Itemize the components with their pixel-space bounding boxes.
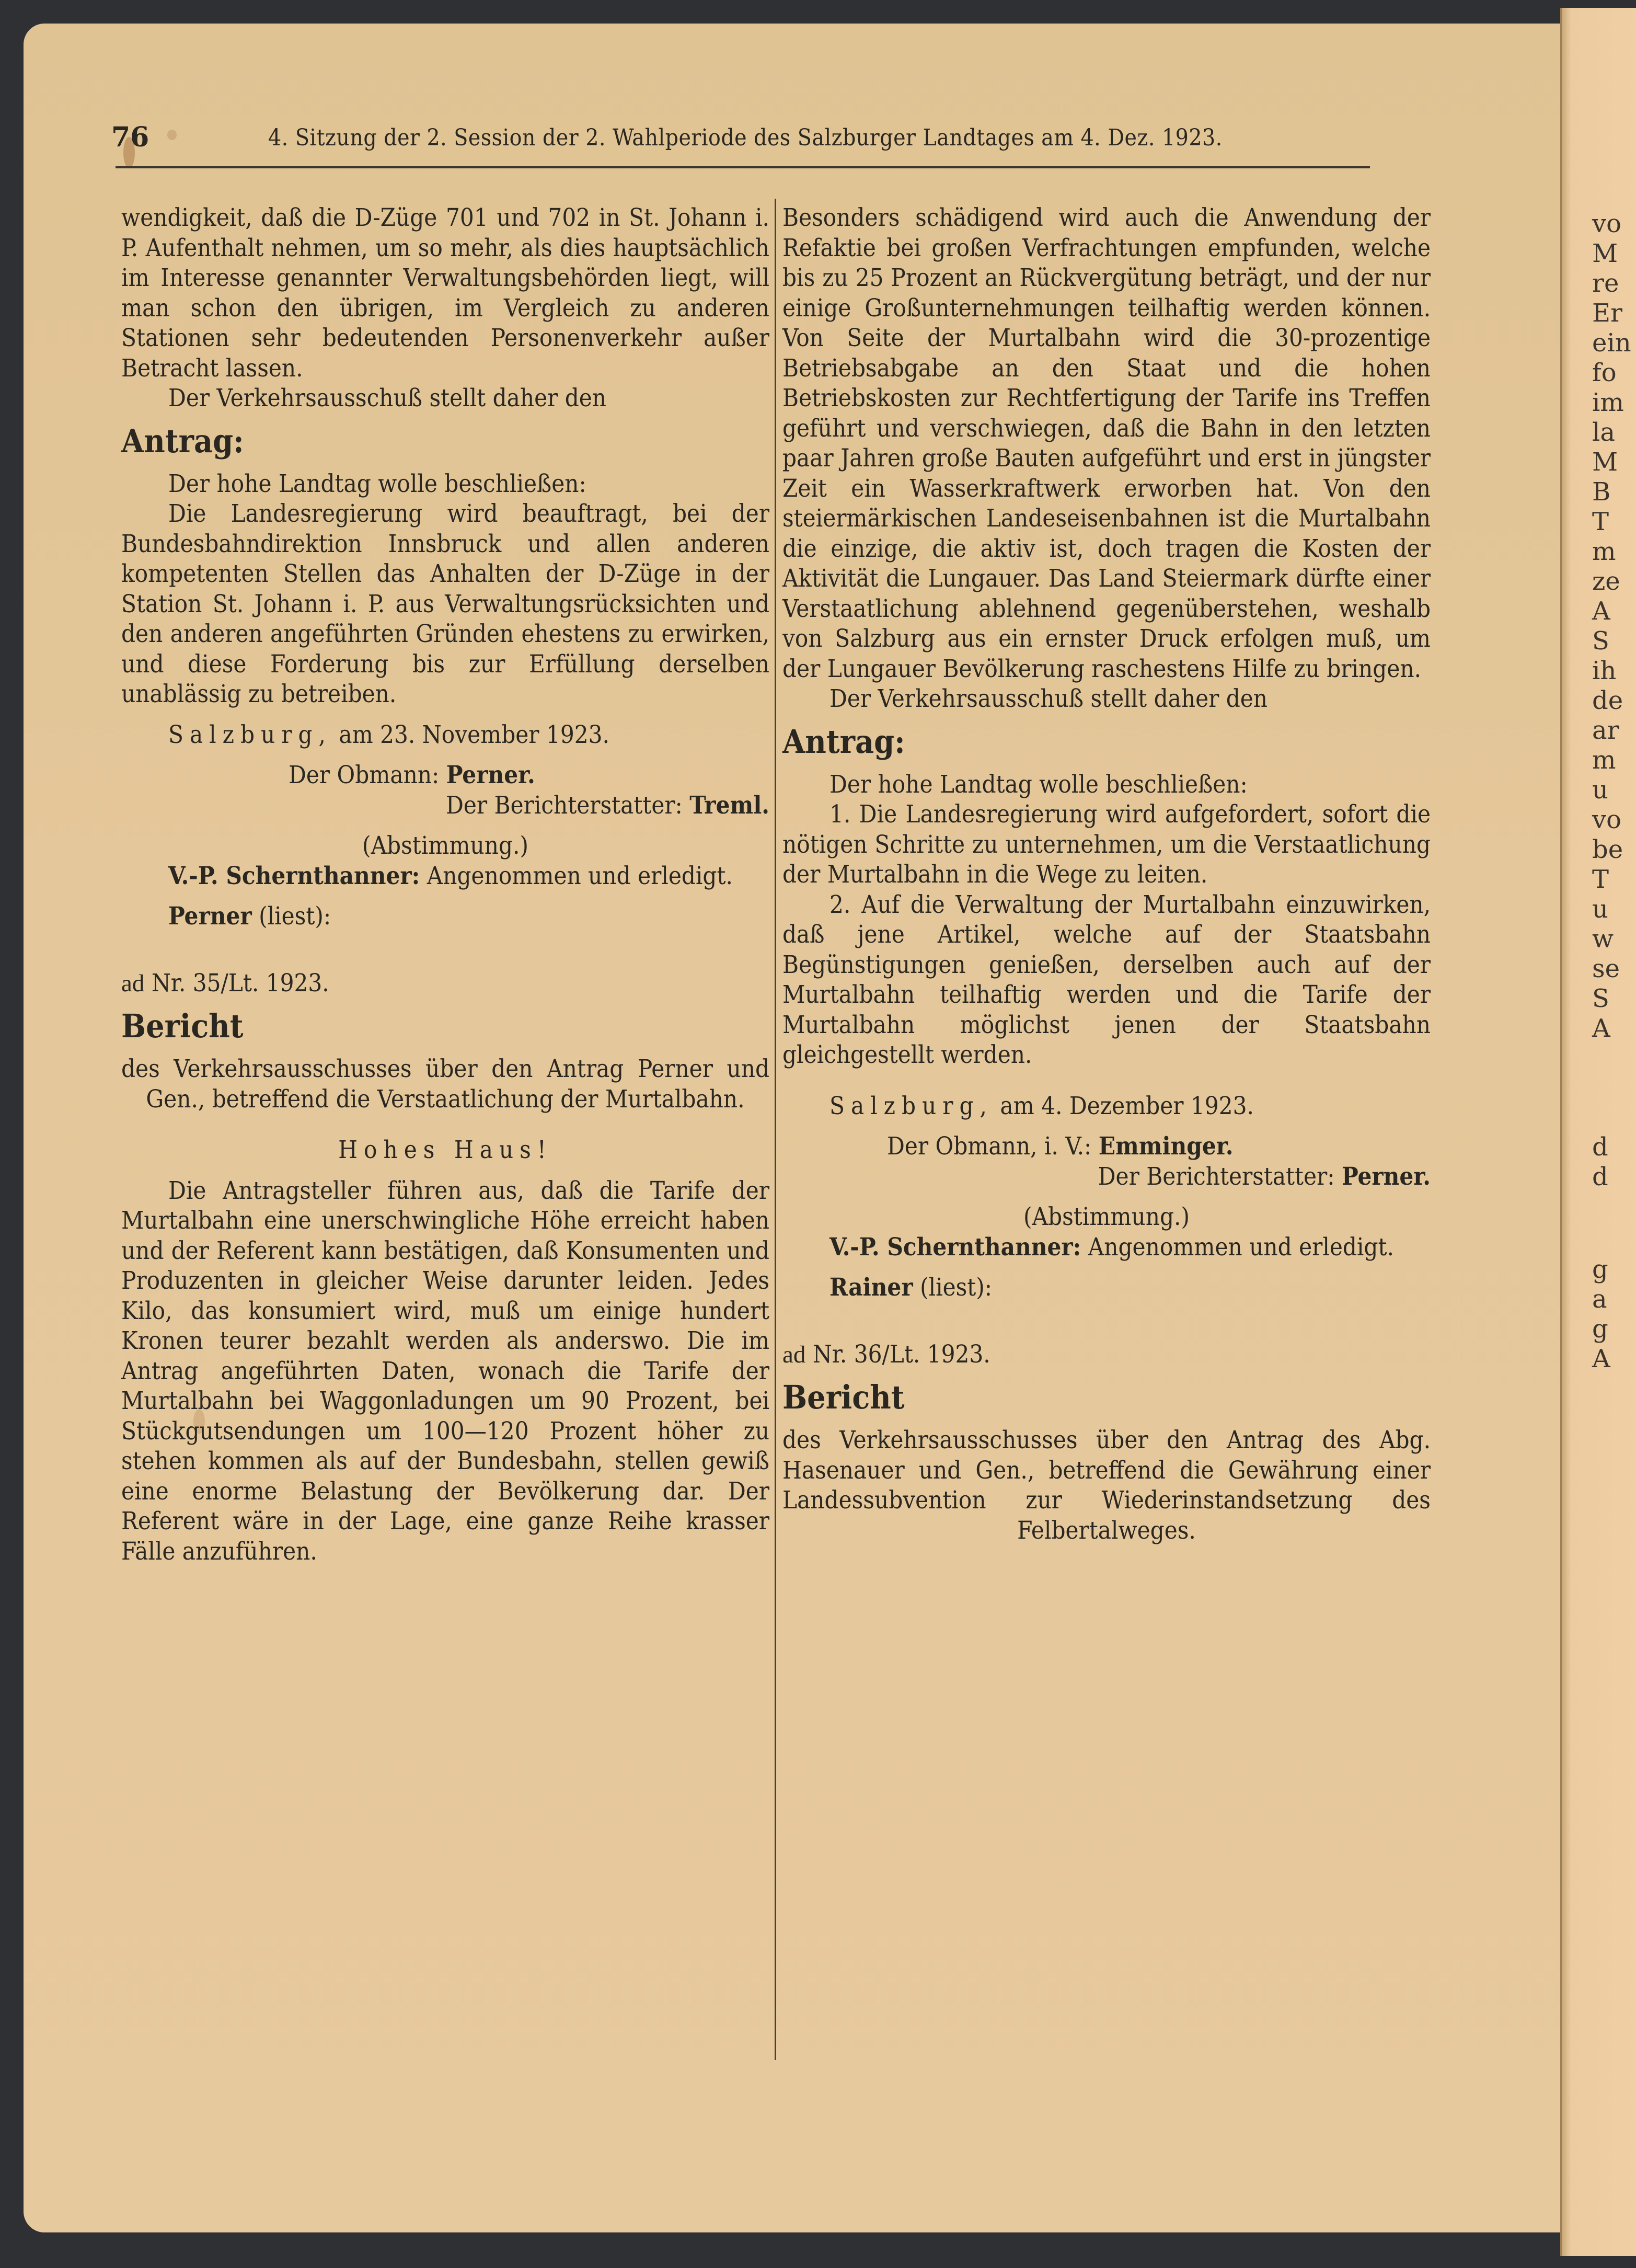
section-heading-bericht: Bericht xyxy=(782,1378,905,1416)
adjacent-page-text-fragment: u xyxy=(1592,775,1608,805)
reader-text: (liest): xyxy=(259,902,331,931)
ref-prefix: ad xyxy=(121,969,145,997)
vote-result xyxy=(121,861,769,891)
reporter-label: Der Berichterstatter: xyxy=(445,791,683,820)
date: am 23. November 1923. xyxy=(339,720,609,749)
page-number: 76 xyxy=(111,121,149,153)
left-column xyxy=(121,203,769,1566)
adjacent-page-text-fragment: d xyxy=(1592,1162,1608,1192)
resolution-intro: Der hohe Landtag wolle beschließen: xyxy=(829,770,1248,799)
date: am 4. Dezember 1923. xyxy=(1000,1091,1254,1120)
chair-name: Perner. xyxy=(446,761,535,789)
reader-line xyxy=(121,901,769,932)
adjacent-page-text-fragment: S xyxy=(1592,984,1609,1013)
adjacent-page-text-fragment: ze xyxy=(1592,567,1620,596)
chair-label: Der Obmann, i. V.: xyxy=(887,1132,1092,1161)
adjacent-page-text-fragment: M xyxy=(1592,448,1618,477)
reporter-name: Perner. xyxy=(1341,1162,1431,1191)
paragraph: Besonders schädigend wird auch die Anwendung der Refaktie bei großen Verfrachtungen empfunden, welche bis zu 25 Prozent an Rückvergütung beträgt, und der nur einige Großunternehmungen teilhaftig werden können. Von Seite der Murtalbahn wird die 30-prozentige Betriebsabgabe an den Staat und die hohen Betriebskosten zur Rechtfertigung der Tarife ins Treffen geführt und verschwiegen, daß die Bahn in den letzten paar Jahren große Bauten aufgeführt und erst in jüngster Zeit ein Wasserkraftwerk erworben hat. Von den steiermärkischen Landeseisenbahnen ist die Murtalbahn die einzige, die aktiv ist, doch tragen die Kosten der Aktivität die Lungauer. Das Land Steiermark dürfte einer Verstaatlichung ablehnend gegenüberstehen, weshalb von Salzburg aus ein ernster Druck erfolgen muß, um der Lungauer Bevölkerung raschestens Hilfe zu bringen. xyxy=(782,203,1431,683)
vote-note: (Abstimmung.) xyxy=(1023,1202,1190,1231)
motion-item-1: 1. Die Landesregierung wird aufgefordert, sofort die nötigen Schritte zu unternehmen, um die Verstaatlichung der Murtalbahn in die Wege zu leiten. xyxy=(782,800,1431,889)
vote-note: (Abstimmung.) xyxy=(362,831,528,860)
adjacent-page-text-fragment: fo xyxy=(1592,358,1617,387)
report-subject: des Verkehrsausschusses über den Antrag des Abg. Hasenauer und Gen., betreffend die Gewährung einer Landessubvention zur Wiederinstandsetzung des Felbertalweges. xyxy=(782,1426,1431,1545)
ref-number: Nr. 35/Lt. 1923. xyxy=(151,968,329,998)
adjacent-page-text-fragment: be xyxy=(1592,835,1623,864)
ref-prefix: ad xyxy=(782,1341,806,1368)
reader-line xyxy=(782,1273,1431,1303)
chair-signature xyxy=(782,1131,1431,1162)
adjacent-page-text-fragment: ih xyxy=(1592,656,1617,685)
speaker-text: Angenommen und erledigt. xyxy=(427,861,733,890)
page-header xyxy=(111,121,1345,158)
adjacent-page-text-fragment: Er xyxy=(1592,299,1622,328)
vote-result xyxy=(782,1232,1431,1263)
adjacent-page-text-fragment: se xyxy=(1592,954,1620,983)
adjacent-page-text-fragment: vo xyxy=(1592,209,1622,238)
reporter-name: Treml. xyxy=(689,791,769,820)
resolution-intro: Der hohe Landtag wolle beschließen: xyxy=(168,469,586,498)
adjacent-page-text-fragment: B xyxy=(1592,477,1611,507)
adjacent-page-text-fragment: T xyxy=(1592,865,1609,894)
place-date xyxy=(782,1091,1431,1121)
place: Salzburg, xyxy=(829,1091,993,1120)
section-heading-bericht: Bericht xyxy=(121,1007,244,1045)
adjacent-page-text-fragment: m xyxy=(1592,537,1616,566)
ref-number: Nr. 36/Lt. 1923. xyxy=(812,1339,990,1369)
adjacent-page-text-fragment: la xyxy=(1592,418,1615,447)
paragraph: Der Verkehrsausschuß stellt daher den xyxy=(168,384,607,413)
adjacent-page-text-fragment: S xyxy=(1592,626,1609,656)
adjacent-page-edge xyxy=(1560,8,1636,2256)
reader-name: Rainer xyxy=(829,1273,913,1302)
adjacent-page-text-fragment: de xyxy=(1592,686,1623,715)
adjacent-page-text-fragment: g xyxy=(1592,1314,1608,1344)
chair-signature xyxy=(121,760,769,791)
reader-name: Perner xyxy=(168,902,252,931)
adjacent-page-text-fragment: d xyxy=(1592,1132,1608,1162)
motion-item-2: 2. Auf die Verwaltung der Murtalbahn einzuwirken, daß jene Artikel, welche auf der Staatsbahn Begünstigungen genießen, derselben auch auf der Murtalbahn teilhaftig werden und die Tarife der Murtalbahn möglichst jenen der Staatsbahn gleichgestellt werden. xyxy=(782,890,1431,1069)
chair-label: Der Obmann: xyxy=(289,761,440,789)
reporter-label: Der Berichterstatter: xyxy=(1098,1162,1335,1191)
adjacent-page-text-fragment: a xyxy=(1592,1285,1607,1314)
adjacent-page-text-fragment: M xyxy=(1592,239,1618,268)
adjacent-page-text-fragment: u xyxy=(1592,895,1608,924)
adjacent-page-text-fragment: w xyxy=(1592,924,1614,954)
document-reference xyxy=(782,1339,1431,1370)
place-date xyxy=(121,720,769,750)
adjacent-page-text-fragment: A xyxy=(1592,1014,1610,1043)
chair-name: Emminger. xyxy=(1098,1132,1234,1161)
section-heading-antrag: Antrag: xyxy=(121,421,244,460)
reporter-signature xyxy=(782,1162,1431,1192)
adjacent-page-text-fragment: A xyxy=(1592,1344,1610,1373)
speaker-name: V.-P. Schernthanner: xyxy=(829,1232,1081,1262)
report-subject: des Verkehrsausschusses über den Antrag Perner und Gen., betreffend die Verstaatlichung der Murtalbahn. xyxy=(121,1055,769,1114)
motion-text: Die Landesregierung wird beauftragt, bei der Bundesbahndirektion Innsbruck und allen anderen kompetenten Stellen das Anhalten der D-Züge in der Station St. Johann i. P. aus Verwaltungsrücksichten und den anderen angeführten Gründen ehestens zu erwirken, und diese Forderung bis zur Erfüllung derselben unablässig zu betreiben. xyxy=(121,499,769,708)
paragraph: wendigkeit, daß die D-Züge 701 und 702 in St. Johann i. P. Aufenthalt nehmen, um so mehr, als dies hauptsächlich im Interesse genannter Verwaltungsbehörden liegt, will man schon den übrigen, im Vergleich zu anderen Stationen sehr bedeutenden Personenverkehr außer Betracht lassen. xyxy=(121,203,769,383)
adjacent-page-text-fragment: ein xyxy=(1592,328,1631,358)
document-reference xyxy=(121,968,769,999)
adjacent-page-text-fragment: A xyxy=(1592,597,1610,626)
adjacent-page-text-fragment: im xyxy=(1592,388,1624,417)
header-rule xyxy=(116,166,1370,168)
adjacent-page-text-fragment: m xyxy=(1592,746,1616,775)
running-head: 4. Sitzung der 2. Session der 2. Wahlperiode des Salzburger Landtages am 4. Dez. 1923. xyxy=(268,124,1223,151)
adjacent-page-text-fragment: T xyxy=(1592,507,1609,536)
reporter-signature xyxy=(121,791,769,821)
adjacent-page-text-fragment: ar xyxy=(1592,716,1619,745)
adjacent-page-text-fragment: g xyxy=(1592,1255,1608,1284)
column-divider xyxy=(775,199,776,2060)
place: Salzburg, xyxy=(168,720,332,749)
report-body: Die Antragsteller führen aus, daß die Tarife der Murtalbahn eine unerschwingliche Höhe erreicht haben und der Referent kann bestätigen, daß Konsumenten und Produzenten in gleicher Weise darunter leiden. Jedes Kilo, das konsumiert wird, muß um einige hundert Kronen teurer bezahlt werden als anderswo. Die im Antrag angeführten Daten, wonach die Tarife der Murtalbahn bei Waggonladungen um 90 Prozent, bei Stückgutsendungen um 100—120 Prozent höher zu stehen kommen als auf der Bundesbahn, stellen gewiß eine enorme Belastung der Bevölkerung dar. Der Referent wäre in der Lage, eine ganze Reihe krasser Fälle anzuführen. xyxy=(121,1176,769,1566)
paragraph: Der Verkehrsausschuß stellt daher den xyxy=(829,684,1268,713)
speaker-text: Angenommen und erledigt. xyxy=(1088,1232,1394,1262)
right-column xyxy=(782,203,1431,1545)
speaker-name: V.-P. Schernthanner: xyxy=(168,861,420,890)
reader-text: (liest): xyxy=(920,1273,993,1302)
section-heading-antrag: Antrag: xyxy=(782,722,905,761)
salutation: Hohes Haus! xyxy=(338,1136,552,1164)
adjacent-page-text-fragment: re xyxy=(1592,269,1619,298)
adjacent-page-text-fragment: vo xyxy=(1592,805,1622,834)
